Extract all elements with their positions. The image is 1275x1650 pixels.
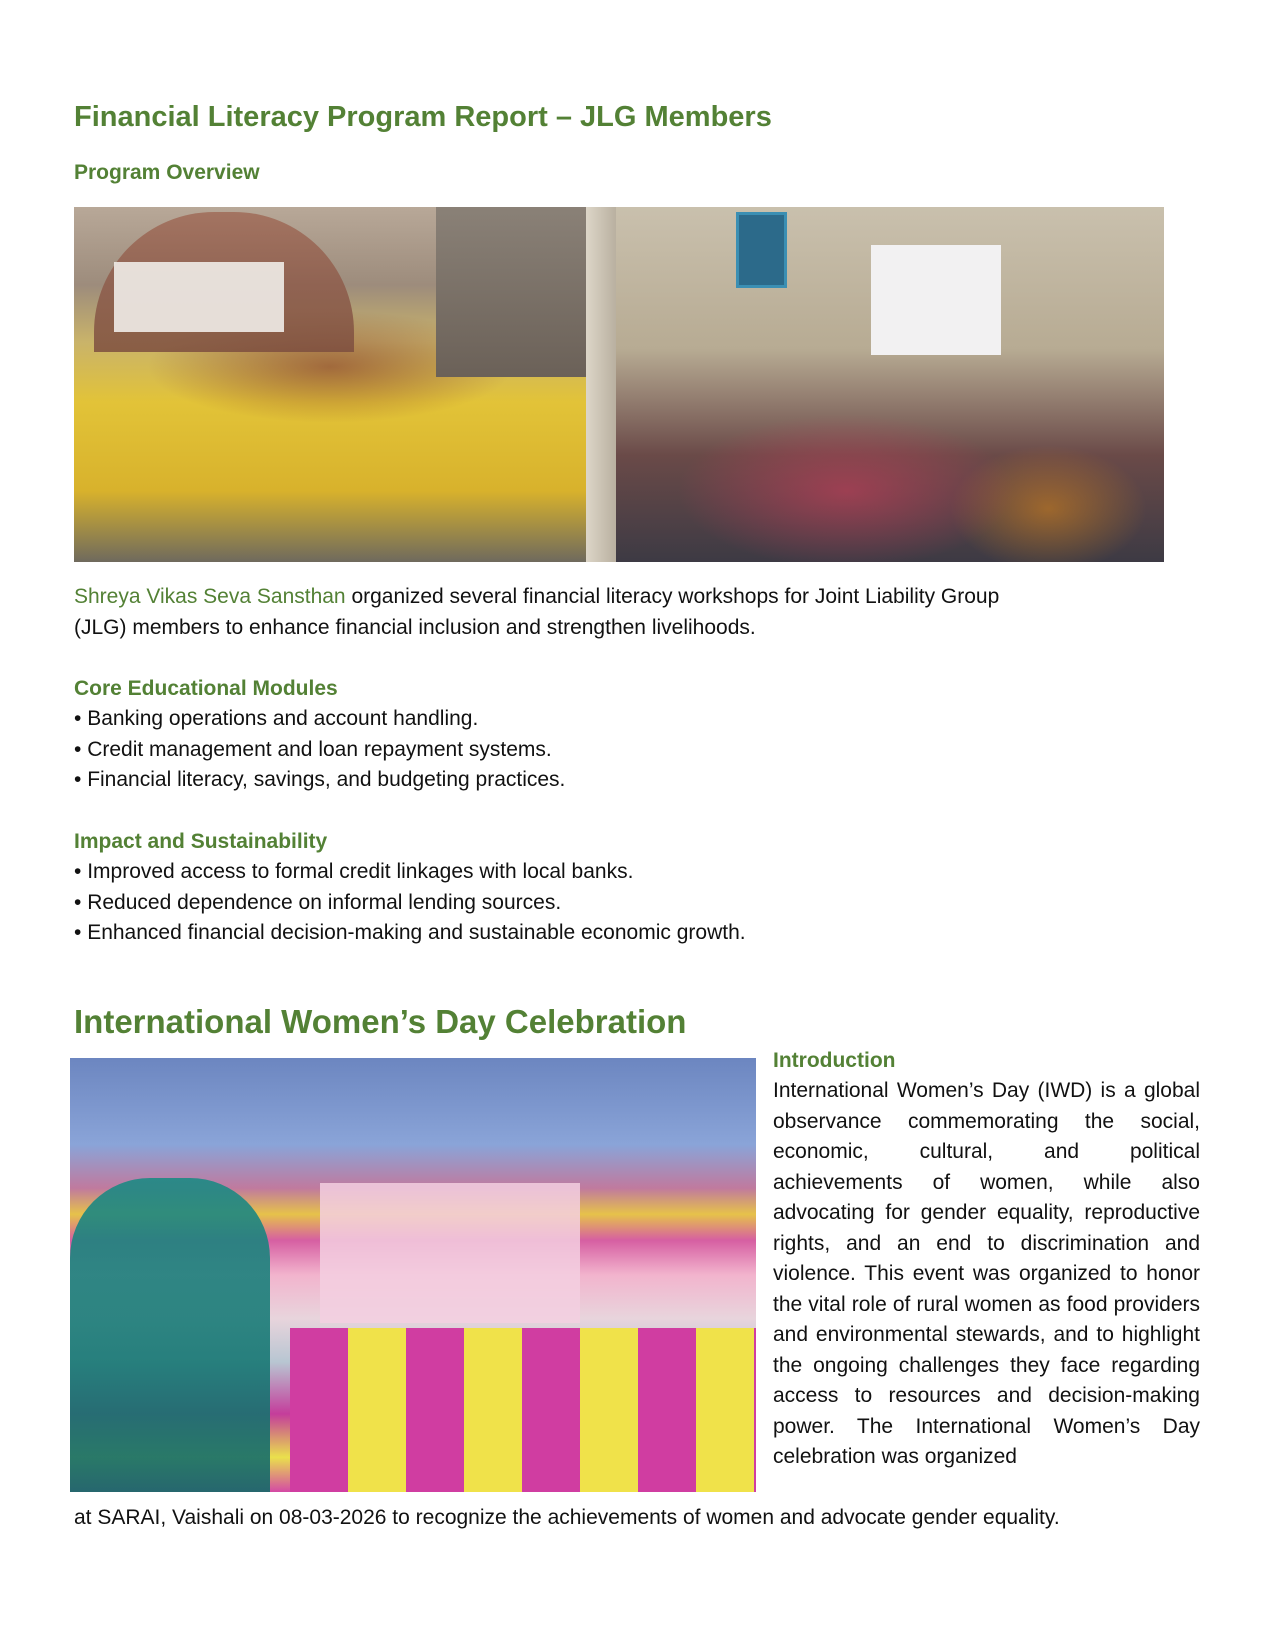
core-modules-heading: Core Educational Modules bbox=[74, 677, 338, 700]
core-modules-list bbox=[74, 704, 565, 796]
list-item: • Credit management and loan repayment systems. bbox=[74, 735, 565, 766]
introduction-heading: Introduction bbox=[773, 1049, 896, 1072]
closing-line: at SARAI, Vaishali on 08-03-2026 to recognize the achievements of women and advocate gender equality. bbox=[74, 1506, 1060, 1529]
introduction-text: International Women’s Day (IWD) is a global observance commemorating the social, economic, cultural, and political achievements of women, while also advocating for gender equality, reproductive rights, and an end to discrimination and violence. This event was organized to honor the vital role of rural women as food providers and environmental stewards, and to highlight the ongoing challenges they face regarding access to resources and decision-making power. The International Women’s Day celebration was organized bbox=[773, 1079, 1200, 1468]
list-item: • Financial literacy, savings, and budgeting practices. bbox=[74, 765, 565, 796]
womens-day-event-photo bbox=[70, 1058, 756, 1492]
impact-heading: Impact and Sustainability bbox=[74, 830, 328, 853]
workshop-photo-women-group bbox=[586, 207, 1164, 562]
list-item: • Improved access to formal credit linkages with local banks. bbox=[74, 857, 746, 888]
list-item: • Enhanced financial decision-making and sustainable economic growth. bbox=[74, 918, 746, 949]
impact-list bbox=[74, 857, 746, 949]
womens-day-title: International Women’s Day Celebration bbox=[74, 1003, 687, 1040]
organization-name: Shreya Vikas Seva Sansthan bbox=[74, 585, 346, 608]
report-title: Financial Literacy Program Report – JLG Members bbox=[74, 101, 772, 133]
list-item: • Banking operations and account handling. bbox=[74, 704, 565, 735]
list-item: • Reduced dependence on informal lending sources. bbox=[74, 888, 746, 919]
program-intro: Shreya Vikas Seva Sansthan organized several financial literacy workshops for Joint Liability Group (JLG) members to enhance financial inclusion and strengthen livelihoods. bbox=[74, 585, 1000, 639]
program-overview-heading: Program Overview bbox=[74, 161, 260, 184]
workshop-photo-outdoor bbox=[74, 207, 586, 562]
